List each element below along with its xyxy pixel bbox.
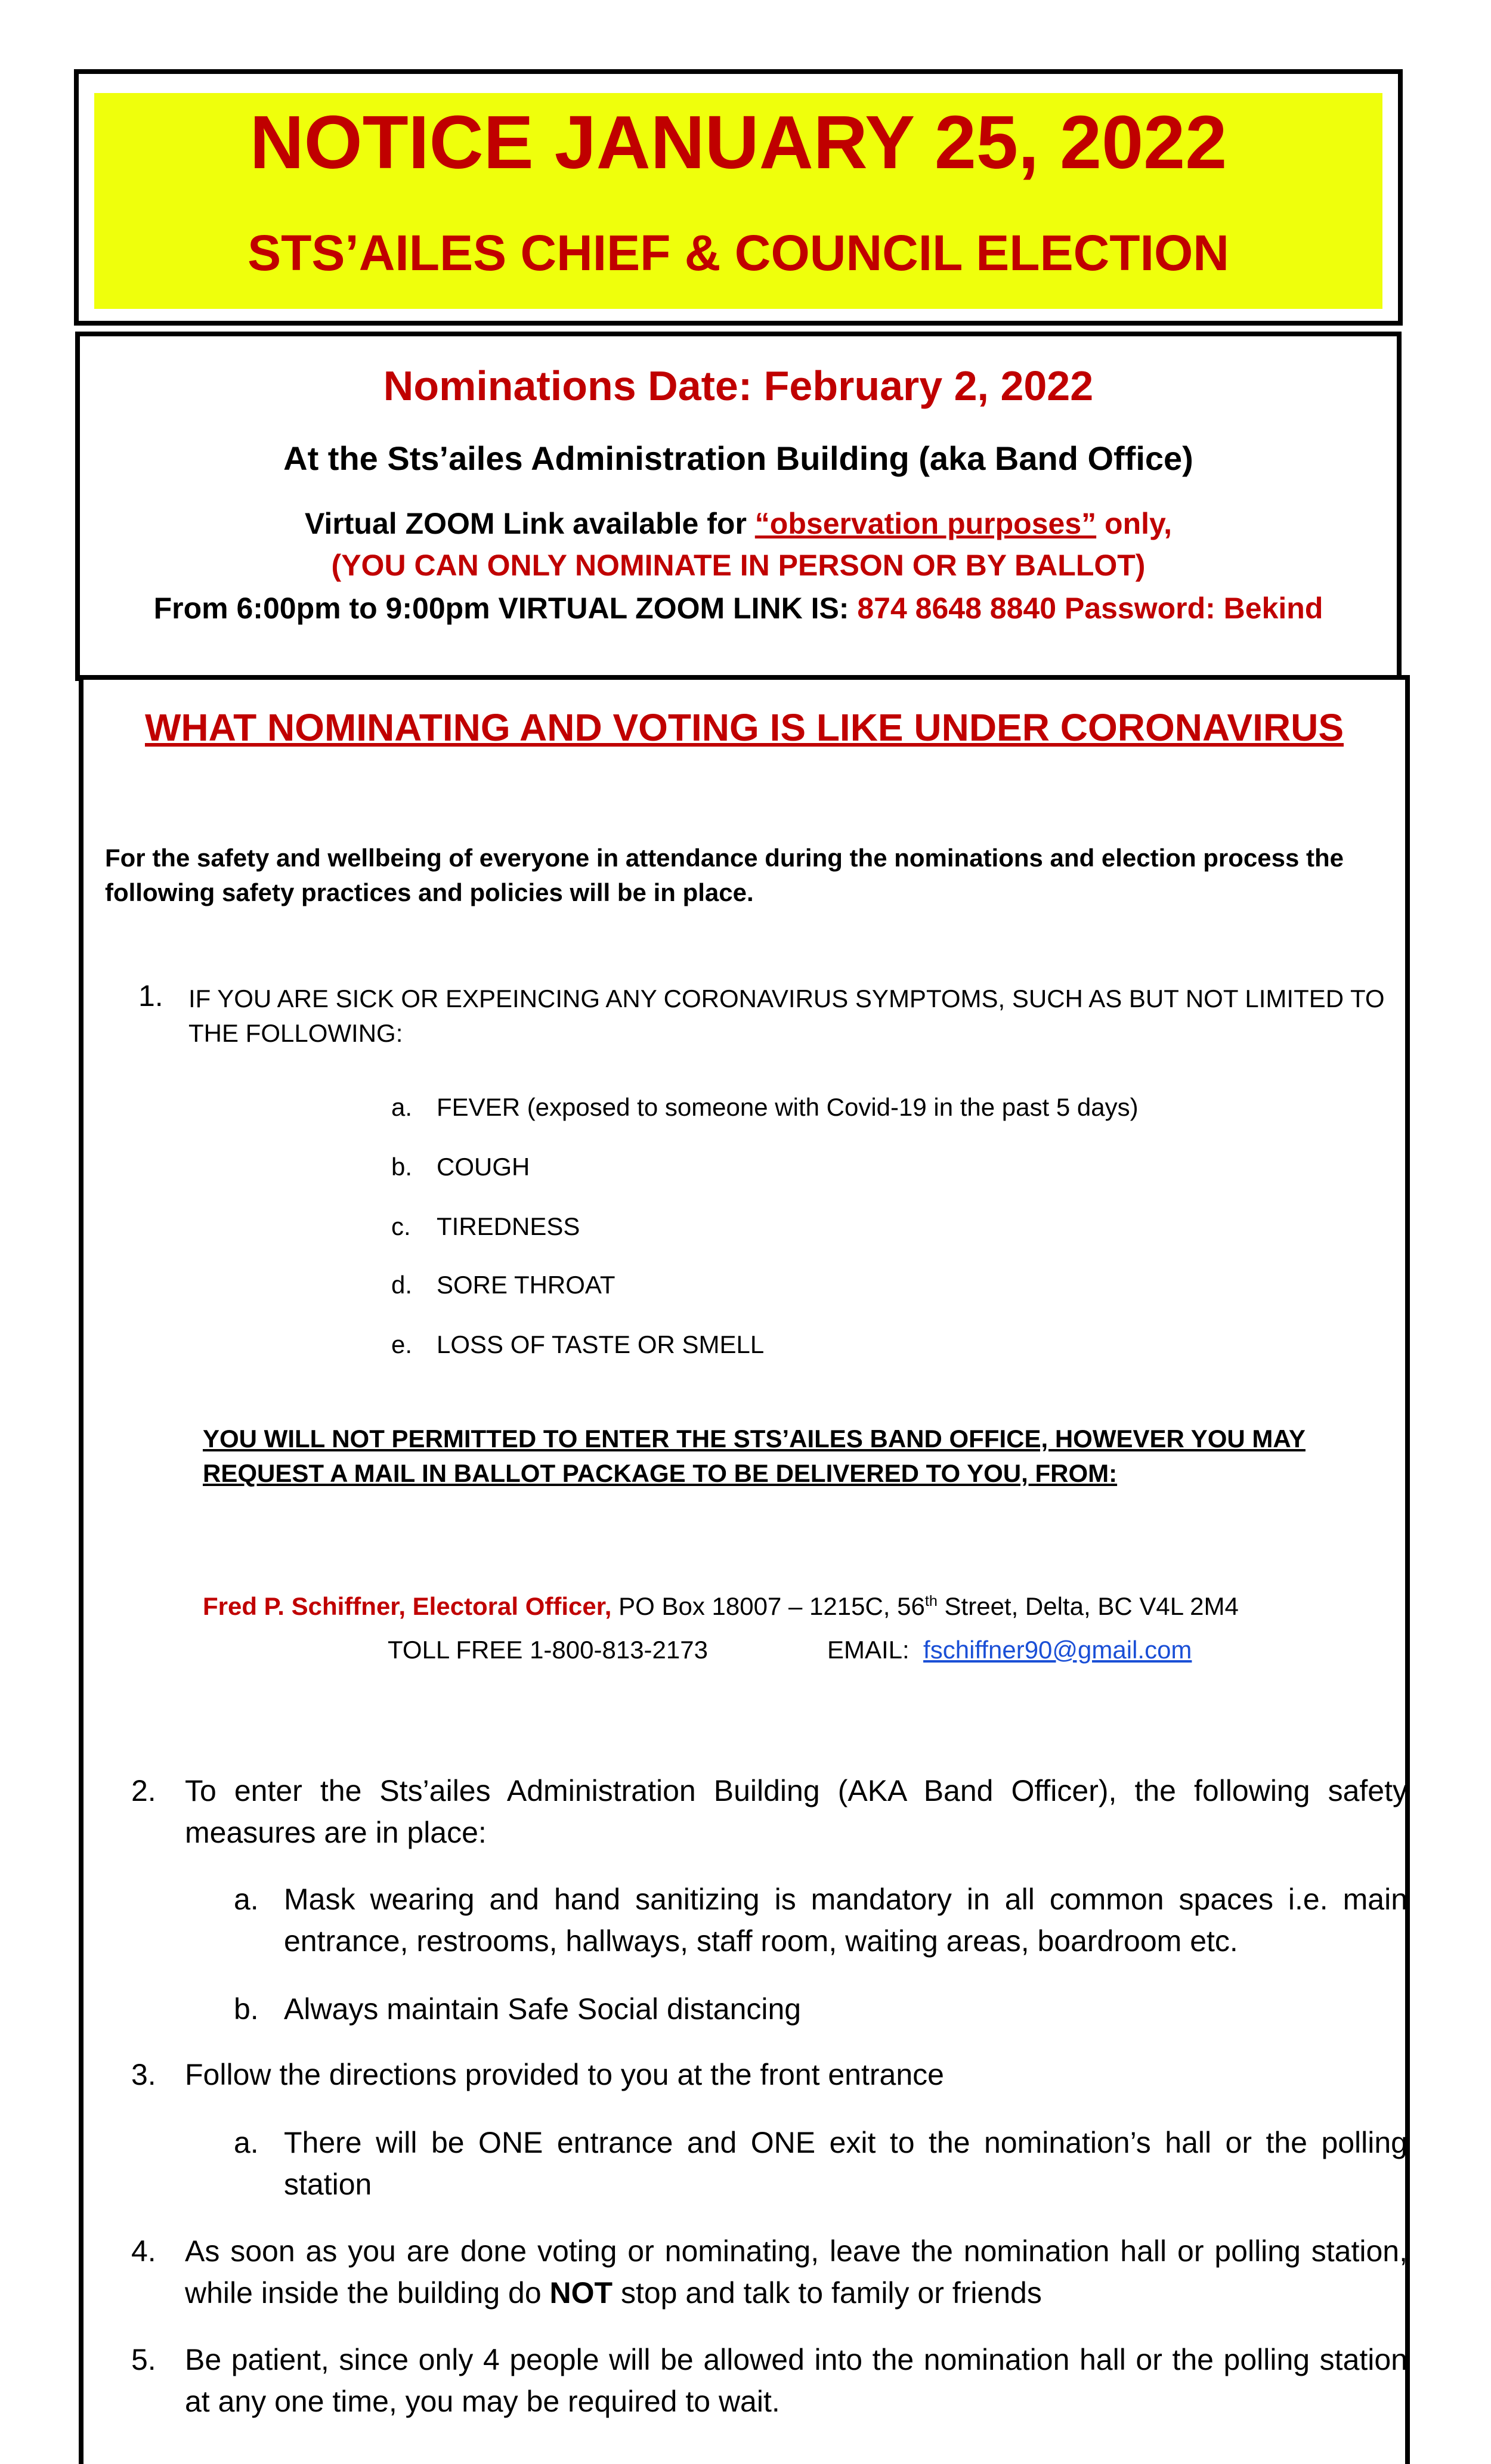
item-4-not: NOT: [549, 2276, 613, 2310]
item-4-text-b: stop and talk to family or friends: [613, 2276, 1042, 2310]
main-content-box: [79, 675, 1410, 2464]
item-2b-text: Always maintain Safe Social distancing: [284, 1992, 802, 2026]
email-label: EMAIL:: [827, 1636, 910, 1664]
item-3-number: 3.: [131, 2058, 156, 2091]
symptom-cough: COUGH: [437, 1153, 530, 1181]
symptom-letter: d.: [391, 1271, 413, 1299]
nominations-location: At the Sts’ailes Administration Building (aka Band Office): [283, 439, 1193, 477]
zoom-observation-line: [80, 504, 1397, 543]
address-b: Street, Delta, BC V4L 2M4: [937, 1592, 1239, 1620]
address-sup: th: [924, 1593, 938, 1609]
item-1-text: IF YOU ARE SICK OR EXPEINCING ANY CORONAVIRUS SYMPTOMS, SUCH AS BUT NOT LIMITED TO THE FOLLOWING:: [188, 985, 1385, 1047]
address-a: PO Box 18007 – 1215C, 56: [611, 1592, 925, 1620]
election-subtitle: STS’AILES CHIEF & COUNCIL ELECTION: [248, 225, 1229, 281]
symptom-letter: a.: [391, 1093, 413, 1121]
item-2-text: To enter the Sts’ailes Administration Building (AKA Band Officer), the following safety measures are in place:: [185, 1774, 1408, 1849]
item-3a-letter: a.: [234, 2126, 259, 2159]
toll-free: TOLL FREE 1-800-813-2173: [388, 1636, 708, 1664]
zoom-time: From 6:00pm to 9:00pm VIRTUAL ZOOM LINK IS:: [153, 592, 858, 625]
section-heading: WHAT NOMINATING AND VOTING IS LIKE UNDER CORONAVIRUS: [144, 706, 1344, 749]
symptom-letter: c.: [391, 1212, 411, 1240]
phone-email-line: [388, 1633, 1192, 1667]
notice-title: NOTICE JANUARY 25, 2022: [249, 100, 1227, 184]
zoom-id: 874 8648 8840 Password: Bekind: [857, 592, 1323, 625]
intro-paragraph: For the safety and wellbeing of everyone in attendance during the nominations and election process the following safety practices and policies will be in place.: [105, 844, 1344, 906]
symptom-fever: FEVER (exposed to someone with Covid-19 in the past 5 days): [437, 1093, 1139, 1121]
symptom-tiredness: TIREDNESS: [437, 1212, 580, 1240]
item-2a-letter: a.: [234, 1883, 259, 1916]
email-link[interactable]: fschiffner90@gmail.com: [923, 1636, 1192, 1664]
item-2b-letter: b.: [234, 1992, 259, 2026]
nominations-date: Nominations Date: February 2, 2022: [383, 363, 1094, 409]
item-5-number: 5.: [131, 2343, 156, 2376]
electoral-officer-contact: [203, 1584, 1239, 1624]
item-3-text: Follow the directions provided to you at the front entrance: [185, 2058, 944, 2091]
item-2a-text: Mask wearing and hand sanitizing is mandatory in all common spaces i.e. main entrance, restrooms, hallways, staff room, waiting areas, boardroom etc.: [284, 1883, 1408, 1958]
item-1-number: 1.: [138, 979, 163, 1013]
item-4-number: 4.: [131, 2234, 156, 2268]
band-office-warning: YOU WILL NOT PERMITTED TO ENTER THE STS’AILES BAND OFFICE, HOWEVER YOU MAY REQUEST A MAIL IN BALLOT PACKAGE TO BE DELIVERED TO YOU, FROM:: [203, 1425, 1306, 1487]
symptom-loss-taste-smell: LOSS OF TASTE OR SMELL: [437, 1330, 765, 1358]
nominations-box: [75, 332, 1402, 681]
symptom-sore-throat: SORE THROAT: [437, 1271, 615, 1299]
zoom-time-line: [80, 589, 1397, 627]
observation-purposes: “observation purposes”: [754, 507, 1097, 540]
notice-header-box: [74, 69, 1403, 326]
symptom-letter: b.: [391, 1153, 413, 1181]
item-4-text-a: As soon as you are done voting or nominating, leave the nomination hall or polling station, while inside the building do: [185, 2234, 1408, 2310]
symptom-letter: e.: [391, 1330, 413, 1358]
in-person-note: (YOU CAN ONLY NOMINATE IN PERSON OR BY BALLOT): [331, 549, 1146, 582]
item-2-number: 2.: [131, 1774, 156, 1807]
officer-name: Fred P. Schiffner, Electoral Officer,: [203, 1592, 612, 1620]
item-4-text: [185, 2230, 1408, 2314]
zoom-prefix: Virtual ZOOM Link available for: [304, 507, 755, 540]
item-3a-text: There will be ONE entrance and ONE exit to the nomination’s hall or the polling station: [284, 2126, 1408, 2201]
zoom-suffix: only,: [1096, 507, 1172, 540]
item-5-text: Be patient, since only 4 people will be allowed into the nomination hall or the polling station at any one time, you may be required to wait.: [185, 2343, 1408, 2418]
